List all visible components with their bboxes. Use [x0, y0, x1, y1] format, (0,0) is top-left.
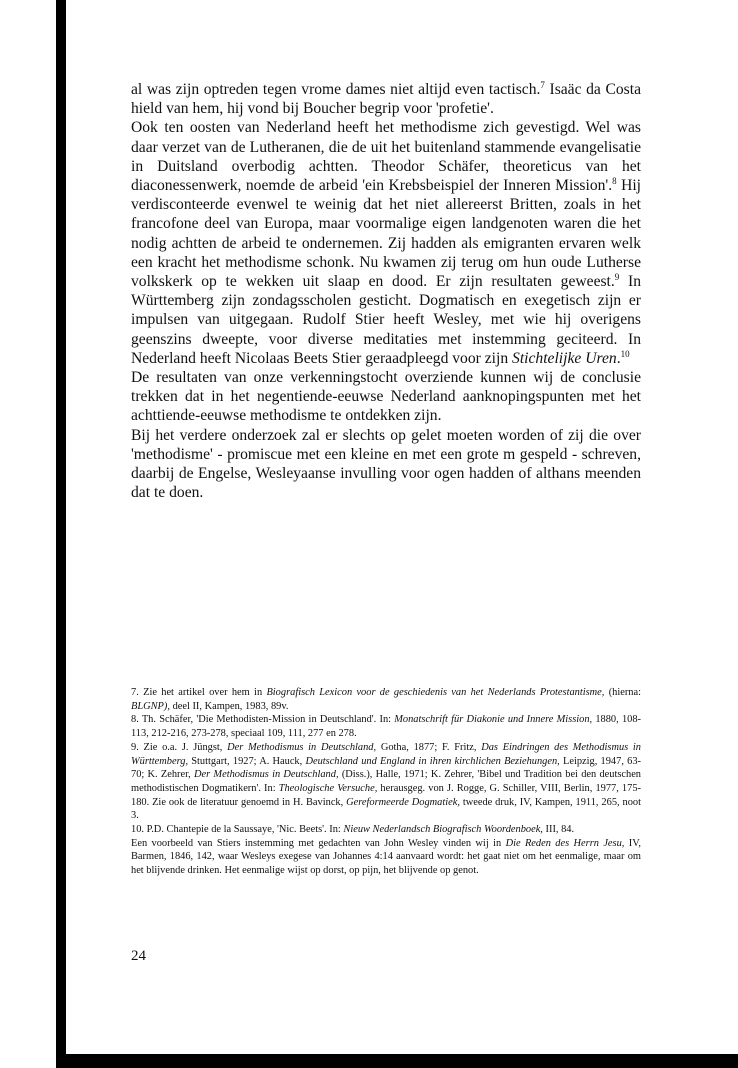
scan-border-left — [56, 0, 66, 1056]
paragraph-3: De resultaten van onze verkenningstocht overziende kunnen wij de conclusie trekken dat in het negentiende-eeuwse Nederland aanknopingspunten met het achttiende-eeuwse methodisme te ontdekken zijn. — [131, 369, 641, 425]
book-title: Stichtelijke Uren — [512, 349, 617, 367]
footnote-10-continued: Een voorbeeld van Stiers instemming met gedachten van John Wesley vinden wij in Die Reden des Herrn Jesu, IV, Barmen, 1846, 142, waar Wesleys exegese van Johannes 4:14 aanvaard wordt: het gaat niet om het eenmalige, maar om het blijvende drinken. Het eenmalige wijst op dorst, op pijn, het blijvende op genot. — [131, 837, 641, 877]
paragraph-1: al was zijn optreden tegen vrome dames niet altijd even tactisch.$^7$ Isaäc da Costa hield van hem, hij vond bij Boucher begrip voor 'profetie'. — [131, 80, 641, 118]
scan-border-bottom — [56, 1054, 738, 1068]
paragraph-2: Ook ten oosten van Nederland heeft het methodisme zich gevestigd. Wel was daar verzet van de Lutheranen, die de uit het buitenland stammende evangelisatie in Duitsland overbodig achtten. Theodor Schäfer, theoreticus van het diaconessenwerk, noemde de arbeid 'ein Krebsbeispiel der Inneren Mission'.$^8$ Hij verdisconteerde evenwel te weinig dat het niet allereerst Britten, zoals in het francofone deel van Europa, maar voormalige eigen landgenoten waren die het nodig achtten de arbeid te ondernemen. Zij hadden als emigranten ervaren welk een kracht het methodisme schonk. Nu kwamen zij terug om hun oude Lutherse volkskerk op te wekken uit slaap en dood. Er zijn resultaten geweest.$^9$ In Württemberg zijn zondagsscholen gesticht. Dogmatisch en exegetisch zijn er impulsen van uitgegaan. Rudolf Stier heeft Wesley, met wie hij overigens geenszins dweepte, voor diverse meditaties met instemming geciteerd. In Nederland heeft Nicolaas Beets Stier geraadpleegd voor zijn Stichtelijke Uren.$^{10}$ — [131, 119, 641, 367]
footnote-8: 8. Th. Schäfer, 'Die Methodisten-Mission in Deutschland'. In: Monatschrift für Diakonie und Innere Mission, 1880, 108-113, 212-216, 273-278, speciaal 109, 111, 277 en 278. — [131, 714, 641, 740]
footnote-ref-7: 7 — [540, 80, 545, 90]
page-number: 24 — [131, 948, 146, 964]
body-text — [131, 80, 641, 502]
footnotes — [131, 686, 641, 878]
footnote-ref-8: 8 — [612, 176, 617, 187]
footnote-10: 10. P.D. Chantepie de la Saussaye, 'Nic. Beets'. In: Nieuw Nederlandsch Biografisch Woordenboek, III, 84. — [131, 824, 575, 836]
paragraph-4: Bij het verdere onderzoek zal er slechts op gelet moeten worden of zij die over 'methodisme' - promiscue met een kleine en met een grote m gespeld - schreven, daarbij de Engelse, Wesleyaanse invulling voor ogen hadden of althans meenden dat te doen. — [131, 426, 641, 502]
footnote-7: 7. Zie het artikel over hem in Biografisch Lexicon voor de geschiedenis van het Nederlands Protestantisme, (hierna: BLGNP), deel II, Kampen, 1983, 89v. — [131, 687, 642, 712]
footnote-ref-9: 9 — [614, 272, 620, 283]
footnote-9: 9. Zie o.a. J. Jüngst, Der Methodismus in Deutschland, Gotha, 1877; F. Fritz, Das Eindringen des Methodismus in Württemberg, Stuttgart, 1927; A. Hauck, Deutschland und England in ihren kirchlichen Beziehungen, Leipzig, 1947, 63-70; K. Zehrer, Der Methodismus in Deutschland, (Diss.), Halle, 1971; K. Zehrer, 'Bibel und Tradition bei den deutschen methodistischen Dogmatikern'. In: Theologische Versuche, herausgeg. von J. Rogge, G. Schiller, VIII, Berlin, 1977, 175-180. Zie ook de literatuur genoemd in H. Bavinck, Gereformeerde Dogmatiek, tweede druk, IV, Kampen, 1911, 265, noot 3. — [131, 741, 642, 822]
footnote-ref-10: 10 — [620, 348, 630, 359]
